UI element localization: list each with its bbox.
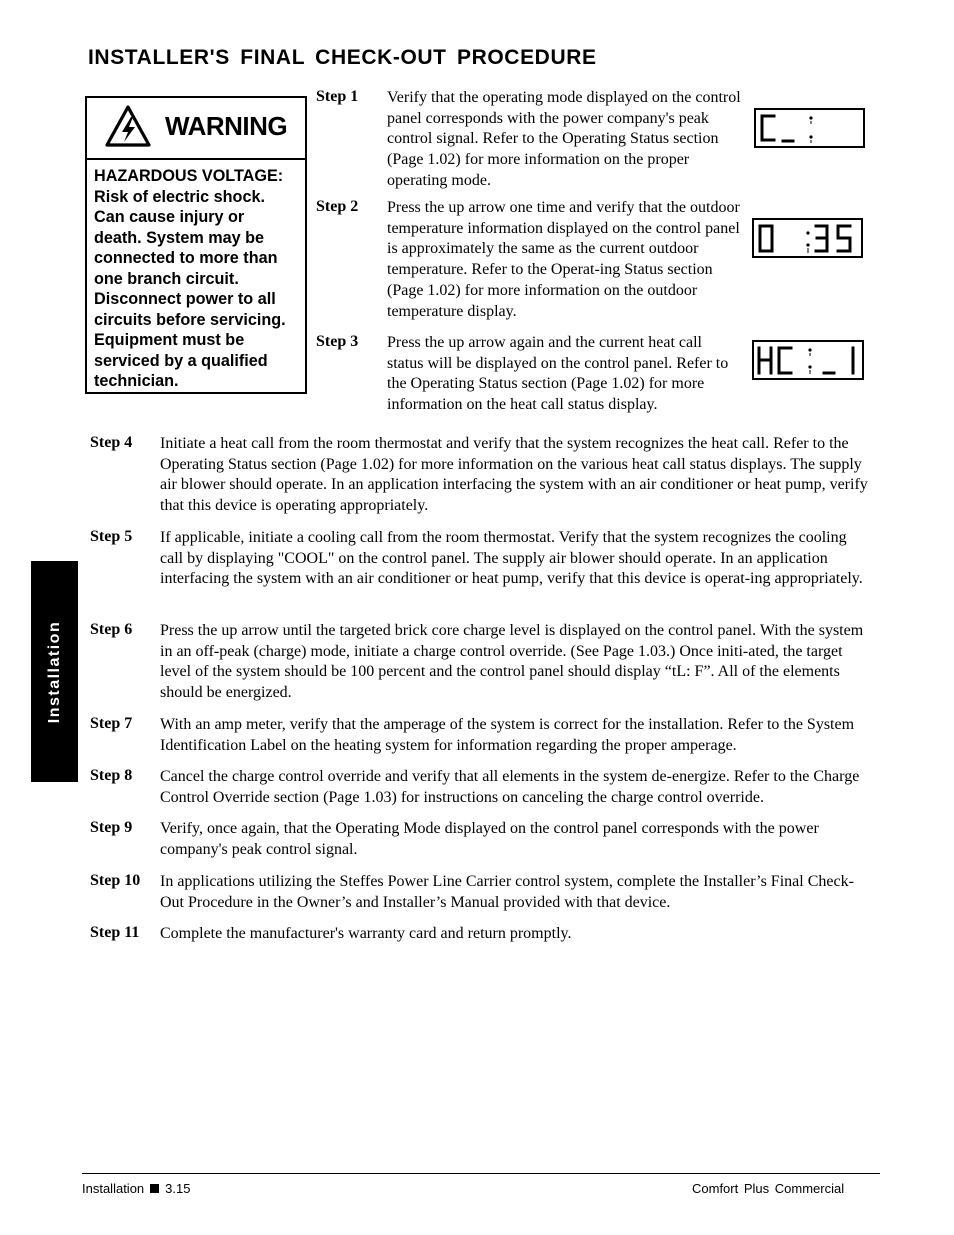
warning-line: one branch circuit. [94, 269, 239, 288]
step-11-label: Step 11 [90, 924, 140, 941]
step-1-text: Verify that the operating mode displayed on the control panel corresponds with the power company's peak control signal. Refer to the Operating Status section (Page 1.02) for more information on the proper operating mode. [387, 89, 741, 189]
warning-line: Disconnect power to all [94, 290, 276, 308]
warning-header [87, 98, 305, 160]
step-4-label: Step 4 [90, 434, 133, 451]
warning-line: circuits before servicing. [94, 310, 286, 329]
warning-line: HAZARDOUS VOLTAGE: [94, 167, 284, 185]
lcd-display-0-35 [752, 218, 863, 258]
warning-line: technician. [94, 372, 179, 390]
step-10-text: In applications utilizing the Steffes Power Line Carrier control system, complete the Installer’s Final Check-Out Procedure in the Owner’s and Installer’s Manual provided with that device. [160, 873, 854, 911]
step-8-label: Step 8 [90, 767, 133, 784]
footer-section: Installation [82, 1181, 145, 1196]
side-tab-label: Installation [45, 620, 63, 723]
step-8-text: Cancel the charge control override and verify that all elements in the system de-energize. Refer to the Charge Control Override section (Page 1.03) for instructions on canceling the charge control override. [160, 768, 860, 806]
step-7-text: With an amp meter, verify that the amperage of the system is correct for the installation. Refer to the System Identification Label on the heating system for information regarding the proper amperage. [160, 716, 855, 754]
footer-page-number: 3.15 [165, 1181, 191, 1196]
warning-line: serviced by a qualified [94, 351, 268, 370]
warning-line: Risk of electric shock. [94, 187, 265, 206]
step-4-text: Initiate a heat call from the room thermostat and verify that the system recognizes the heat call. Refer to the Operating Status section (Page 1.02) for more information on the various heat call status displays. The supply air blower should operate. In an application interfacing the system with an air conditioner or heat pump, verify that this device is operating appropriately. [160, 435, 868, 515]
square-bullet-icon [150, 1184, 159, 1193]
warning-box [85, 96, 307, 394]
step-5-label: Step 5 [90, 528, 133, 545]
lcd-display-hc-1 [752, 340, 864, 380]
step-6-text: Press the up arrow until the targeted brick core charge level is displayed on the control panel. With the system in an off-peak (charge) mode, initiate a charge control override. (See Page 1.03.) Once initi-ated, the target level of the system should be 100 percent and the control panel should display “tL: F”. All of the elements should be energized. [160, 622, 864, 702]
warning-line: Equipment must be [94, 331, 245, 349]
step-1-label: Step 1 [316, 88, 359, 105]
footer-product-name: Comfort Plus Commercial [692, 1181, 845, 1196]
step-5-text: If applicable, initiate a cooling call from the room thermostat. Verify that the system recognizes the cooling call by displaying "COOL" on the control panel. The supply air blower should operate. In an application interfacing the system with an air conditioner or heat pump, verify that this device is operat-ing appropriately. [160, 529, 863, 588]
footer-rule [82, 1173, 880, 1174]
step-3-text: Press the up arrow again and the current heat call status will be displayed on the control panel. Refer to the Operating Status section (Page 1.02) for more information on the heat call status display. [387, 334, 729, 414]
warning-line: Can cause injury or [94, 208, 245, 226]
step-2-label: Step 2 [316, 198, 359, 215]
page-title: INSTALLER'S FINAL CHECK-OUT PROCEDURE [88, 46, 597, 69]
step-6-label: Step 6 [90, 621, 133, 638]
lcd-display-c [754, 108, 865, 148]
step-3-label: Step 3 [316, 333, 359, 350]
warning-heading: WARNING [165, 111, 288, 141]
step-9-label: Step 9 [90, 819, 133, 836]
section-side-tab [31, 561, 78, 782]
warning-line: connected to more than [94, 249, 278, 267]
step-11-text: Complete the manufacturer's warranty card and return promptly. [160, 925, 572, 942]
step-10-label: Step 10 [90, 872, 141, 889]
step-2-text: Press the up arrow one time and verify that the outdoor temperature information displayed on the control panel is approximately the same as the current outdoor temperature. Refer to the Operat-ing Status section (Page 1.02) for more information on the outdoor temperature display. [387, 199, 740, 320]
warning-line: death. System may be [94, 228, 265, 247]
step-9-text: Verify, once again, that the Operating Mode displayed on the control panel corresponds with the power company's peak control signal. [160, 820, 819, 858]
electric-shock-hazard-icon [105, 105, 151, 147]
step-7-label: Step 7 [90, 715, 133, 732]
footer-page-ref [82, 1181, 190, 1196]
warning-text [87, 160, 305, 392]
